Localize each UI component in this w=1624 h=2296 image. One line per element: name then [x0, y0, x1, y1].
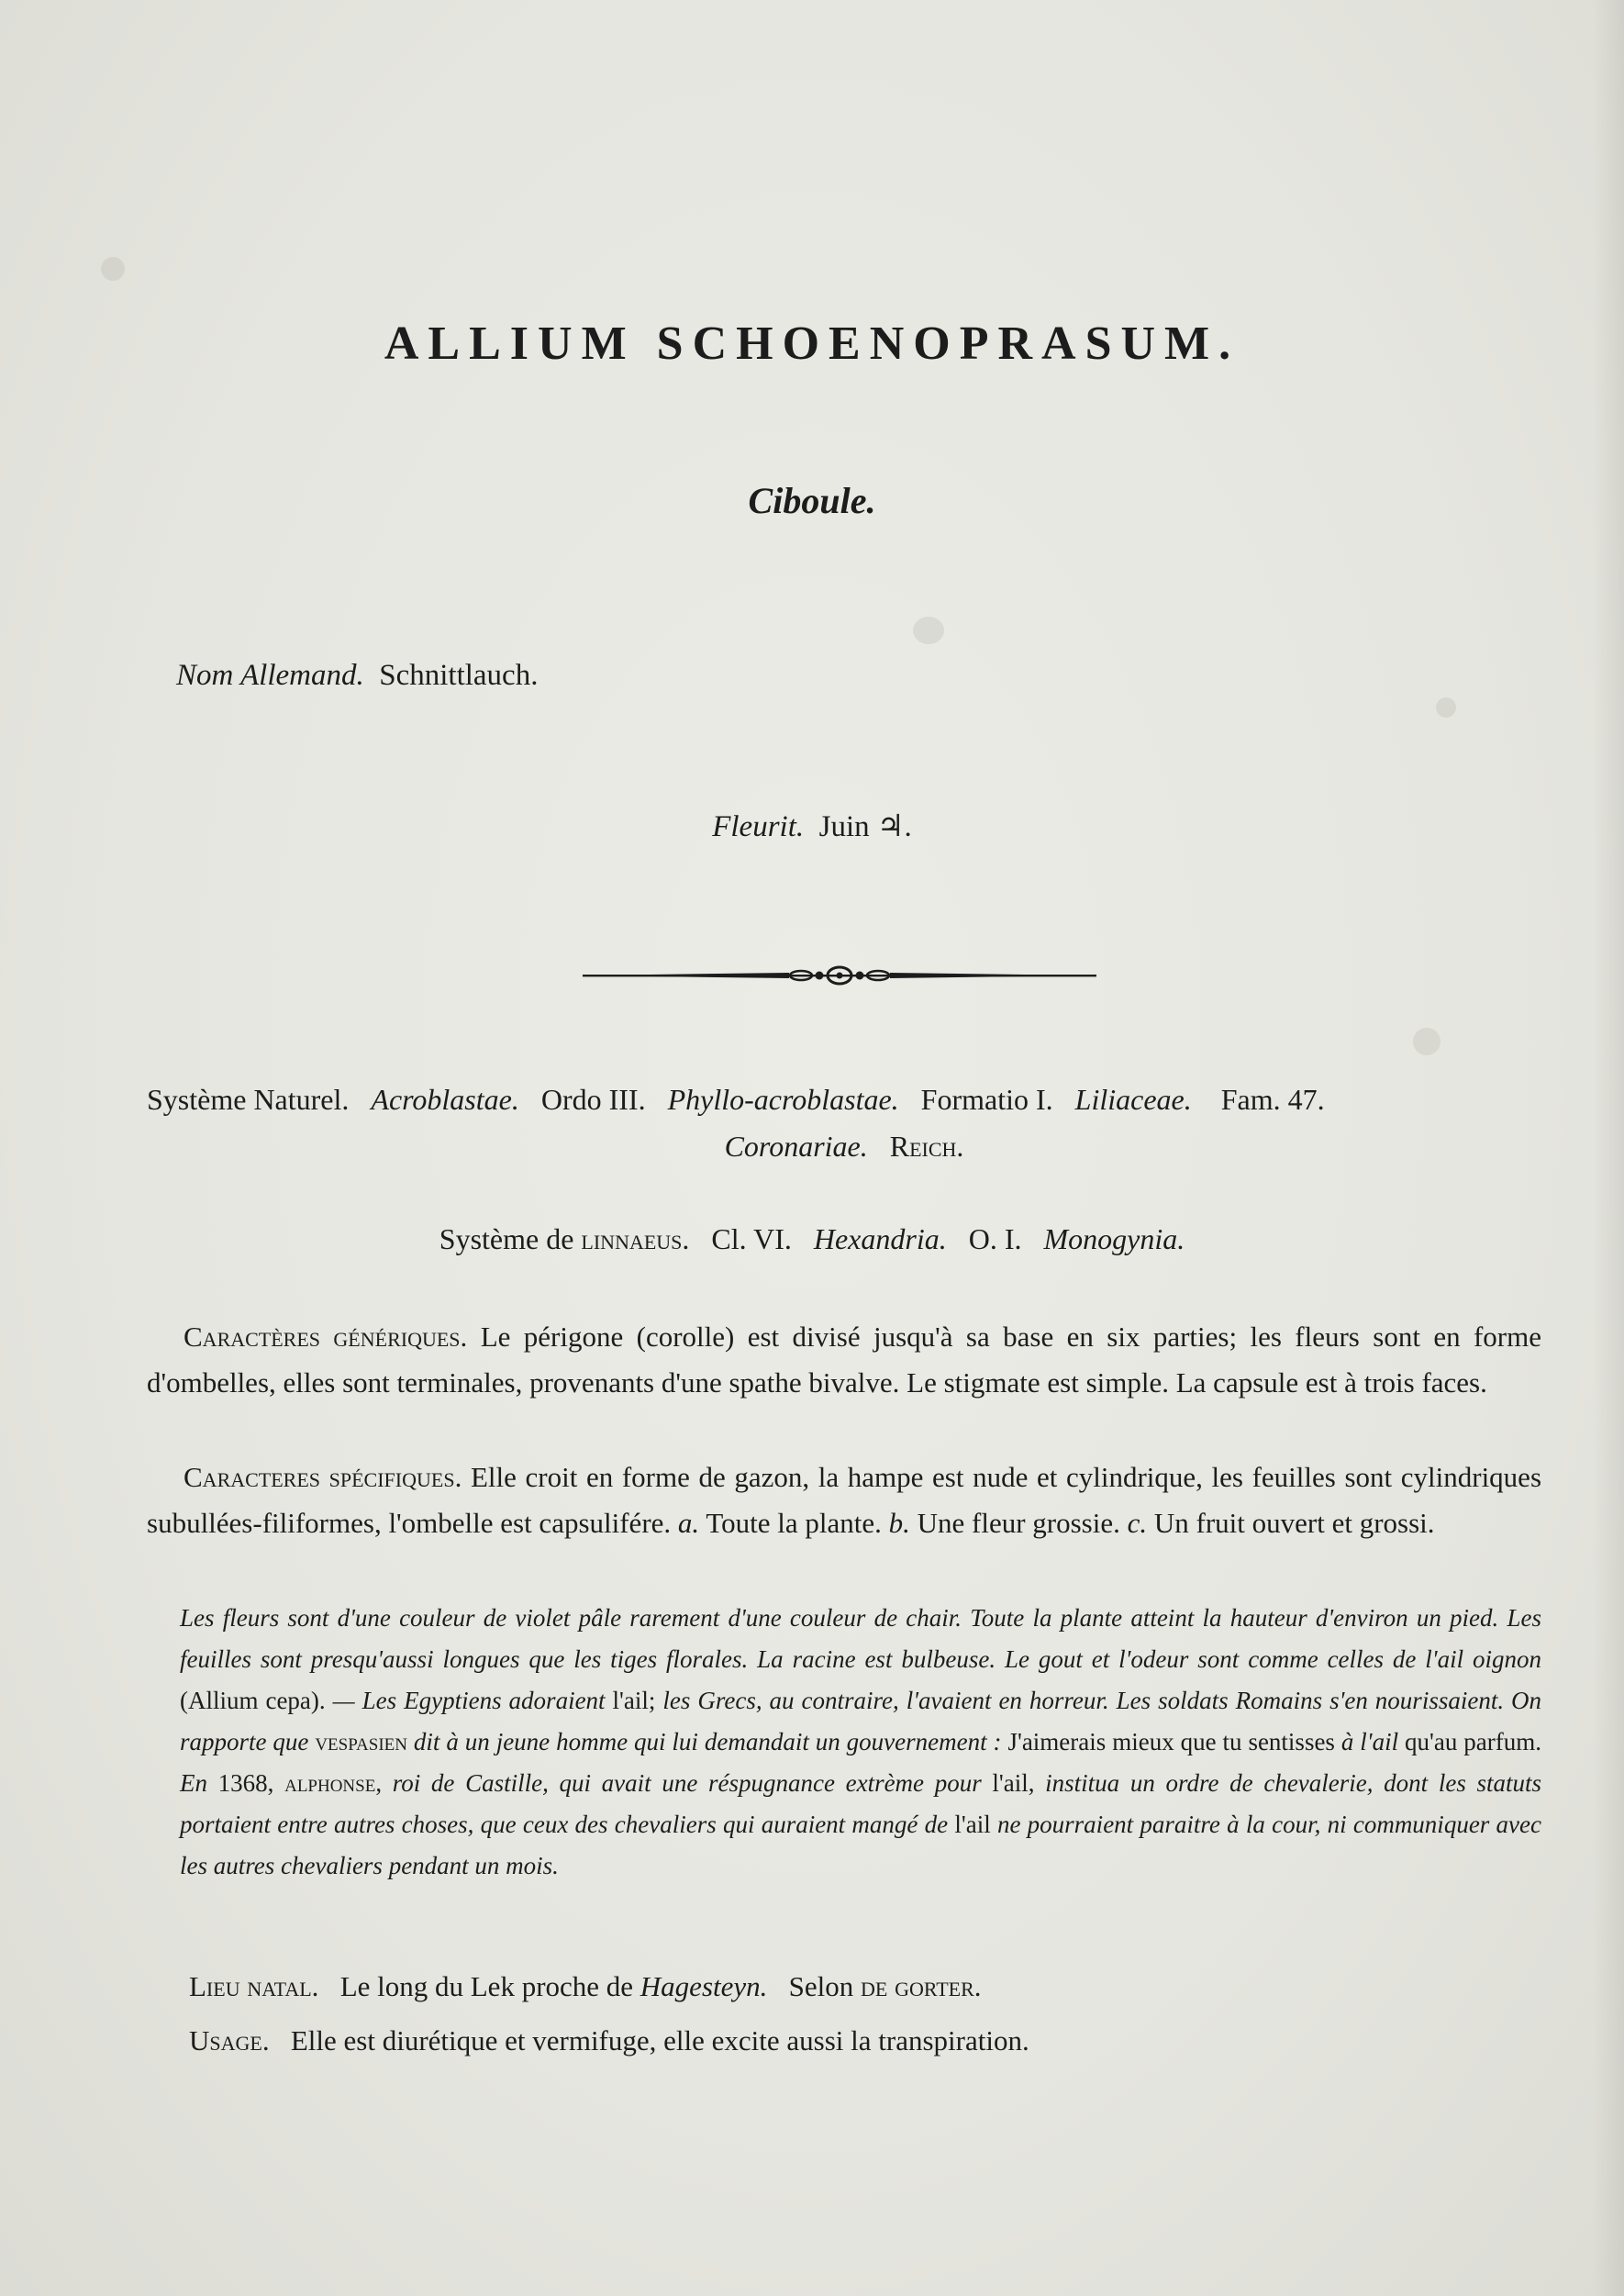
generic-characters: [147, 1314, 1541, 1406]
note-text: ne pourraient paraitre à la cour, ni communiquer avec les autres chevaliers pendant un mois.: [180, 1811, 1541, 1879]
flowering-time: [0, 808, 1624, 844]
common-name: Ciboule.: [748, 480, 876, 521]
foxing-spot: [101, 257, 125, 281]
linnaean-order: O. I.: [968, 1222, 1022, 1255]
foxing-spot: [1413, 1028, 1440, 1055]
note-text: dit à un jeune homme qui lui demandait un gouvernement :: [413, 1728, 1002, 1755]
native-place-name: Hagesteyn.: [640, 1970, 768, 2002]
formatio-name: Liliaceae.: [1074, 1083, 1192, 1116]
note-text: J'aimerais mieux que tu sentisses: [1007, 1728, 1335, 1755]
natural-system-author: Reich.: [889, 1130, 964, 1163]
note-text: l'ail;: [612, 1687, 656, 1714]
descriptive-notes: [180, 1598, 1541, 1887]
figure-key-b: b.: [888, 1507, 910, 1539]
ordo-name: Phyllo-acroblastae.: [667, 1083, 899, 1116]
formatio-label: Formatio I.: [920, 1083, 1053, 1116]
figure-key-a-text: Toute la plante.: [706, 1507, 882, 1539]
foxing-spot: [913, 617, 944, 644]
figure-key-c: c.: [1127, 1507, 1148, 1539]
german-name-value: Schnittlauch.: [379, 659, 539, 692]
specific-characters-text: Elle croit en forme de gazon, la hampe est nude et cylindrique, les feuilles sont cylindriques subullées-filiformes, l'ombelle est capsulifére.: [147, 1461, 1542, 1539]
note-text: (Allium cepa).: [180, 1687, 326, 1714]
native-place-text: Le long du Lek proche de: [339, 1970, 634, 2002]
note-name-vespasien: vespasien: [315, 1728, 407, 1755]
note-text: les Grecs, au contraire, l'avaient en horreur. Les soldats Romains s'en nourissaient. On rapporte que: [180, 1687, 1542, 1755]
natural-system: [147, 1083, 1541, 1164]
coronariae: Coronariae.: [724, 1130, 868, 1163]
usage: [189, 2024, 1029, 2057]
natural-system-line2: [147, 1130, 1541, 1164]
native-place-author: de gorter.: [861, 1970, 982, 2002]
foxing-spot: [1436, 697, 1456, 718]
generic-characters-text: Le périgone (corolle) est divisé jusqu'à sa base en six parties; les fleurs sont en forme d'ombelles, elles sont terminales, provenants d'une spathe bivalve. Le stigmate est simple. La capsule est à trois faces.: [147, 1321, 1542, 1399]
usage-text: Elle est diurétique et vermifuge, elle excite aussi la transpiration.: [290, 2024, 1029, 2056]
note-text: qu'au parfum.: [1405, 1728, 1541, 1755]
hexandria: Hexandria.: [813, 1222, 947, 1255]
note-text: — Les Egyptiens adoraient: [332, 1687, 606, 1714]
note-text: roi de Castille, qui avait une réspugnance extrème pour: [392, 1769, 982, 1797]
native-place: [189, 1970, 982, 2003]
linnaean-class: Cl. VI.: [711, 1222, 792, 1255]
note-text: En: [180, 1769, 207, 1797]
figure-key-b-text: Une fleur grossie.: [917, 1507, 1120, 1539]
usage-label: Usage.: [189, 2024, 270, 2056]
linnaean-author: linnaeus.: [581, 1222, 690, 1255]
generic-characters-label: Caractères génériques.: [184, 1321, 468, 1353]
note-text: l'ail: [954, 1811, 991, 1838]
figure-key-a: a.: [677, 1507, 700, 1539]
flowering-value: Juin ♃.: [818, 810, 912, 843]
german-name: [176, 659, 538, 693]
figure-key-c-text: Un fruit ouvert et grossi.: [1153, 1507, 1435, 1539]
ornamental-rule: [583, 964, 1096, 987]
specific-characters-label: Caracteres spécifiques.: [184, 1461, 462, 1493]
specific-characters: [147, 1455, 1541, 1546]
page-title: ALLIUM SCHOENOPRASUM.: [384, 318, 1240, 370]
note-text: 1368,: [217, 1769, 274, 1797]
natural-system-class: Acroblastae.: [371, 1083, 519, 1116]
native-place-selon: Selon: [788, 1970, 854, 2002]
ordo-label: Ordo III.: [540, 1083, 646, 1116]
linnaean-label: Système de: [439, 1222, 574, 1255]
note-text: à l'ail: [1340, 1728, 1399, 1755]
flowering-label: Fleurit.: [712, 810, 805, 843]
native-place-label: Lieu natal.: [189, 1970, 319, 2002]
note-text: Les fleurs sont d'une couleur de violet pâle rarement d'une couleur de chair. Toute la plante atteint la hauteur d'environ un pied. Les feuilles sont presqu'aussi longues que les tiges florales. La racine est bulbeuse. Le gout et l'odeur sont comme celles de l'ail oignon: [180, 1604, 1541, 1673]
note-name-alphonse: alphonse,: [284, 1769, 383, 1797]
linnaean-system: [0, 1222, 1624, 1256]
note-text: l'ail,: [992, 1769, 1035, 1797]
note-text: institua un ordre de chevalerie, dont les statuts portaient entre autres choses, que ceux des chevaliers qui auraient mangé de: [180, 1769, 1542, 1838]
family-number: Fam. 47.: [1220, 1083, 1325, 1116]
monogynia: Monogynia.: [1043, 1222, 1185, 1255]
german-name-label: Nom Allemand.: [176, 659, 364, 692]
natural-system-label: Système Naturel.: [147, 1083, 350, 1116]
